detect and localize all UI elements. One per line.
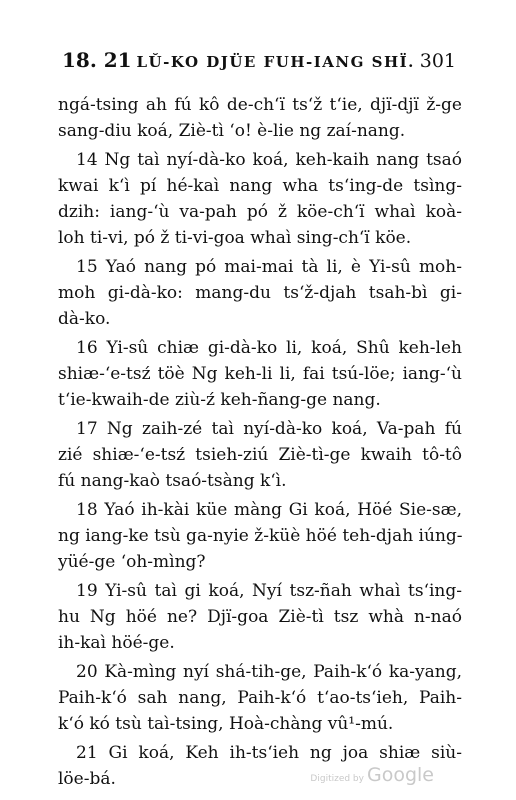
page-number: 301	[419, 50, 456, 72]
verse-paragraph	[58, 335, 462, 413]
text-line: kwai k‘ì pí hé-kaì nang wha ts‘ing-de tsìng-	[58, 176, 462, 196]
text-line: dà-ko.	[58, 309, 111, 329]
verse-first-line: 19 Yi-sû taì gi koá, Nyí tsz-ñah whaì ts‘ing-	[76, 581, 462, 601]
continuation-paragraph	[58, 92, 462, 144]
text-line: fú nang-kaò tsaó-tsàng k‘ì.	[58, 471, 287, 491]
text-line: hu Ng höé ne? Djï-goa Ziè-tì tsz whà n-naó	[58, 607, 462, 627]
text-line: moh gi-dà-ko: mang-du ts‘ž-djah tsah-bì gi-	[58, 283, 462, 303]
google-logo: Google	[366, 764, 434, 786]
verse-paragraph	[58, 497, 462, 575]
text-line: yüé-ge ‘oh-mìng?	[58, 552, 206, 572]
text-line: löe-bá.	[58, 769, 116, 789]
verse-paragraph	[58, 254, 462, 332]
verse-first-line: 17 Ng zaih-zé taì nyí-dà-ko koá, Va-pah fú	[76, 419, 462, 439]
text-line: dzih: iang-‘ù va-pah pó ž köe-ch‘ï whaì koà-	[58, 202, 462, 222]
running-header	[62, 48, 456, 74]
verse-first-line: 15 Yaó nang pó mai-mai tà li, è Yi-sû moh-	[76, 257, 462, 277]
text-line: ng iang-ke tsù ga-nyie ž-küè höé teh-djah iúng-	[58, 526, 463, 546]
digitized-by-google-watermark	[310, 764, 434, 786]
text-line: loh ti-vi, pó ž ti-vi-goa whaì sing-ch‘ï köe.	[58, 228, 412, 248]
verse-first-line: 18 Yaó ih-kài küe màng Gi koá, Höé Sie-sæ,	[76, 500, 462, 520]
verse-paragraph	[58, 416, 462, 494]
page-body-text	[58, 92, 462, 795]
verse-paragraph	[58, 147, 462, 251]
text-line: k‘ó kó tsù taì-tsing, Hoà-chàng vû¹-mú.	[58, 714, 394, 734]
chapter-verse-reference: 18. 21	[62, 48, 132, 72]
running-title: LŬ-KO DJÜE FUH-IANG SHÏ.	[136, 53, 415, 71]
text-line: Paih-k‘ó sah nang, Paih-k‘ó t‘ao-ts‘ieh, Paih-	[58, 688, 462, 708]
text-line: ngá-tsing ah fú kô de-ch‘ï ts‘ž t‘ie, djï-djï ž-ge	[58, 95, 462, 115]
verse-first-line: 14 Ng taì nyí-dà-ko koá, keh-kaih nang tsaó	[76, 150, 462, 170]
text-line: zié shiæ-‘e-tsź tsieh-ziú Ziè-tì-ge kwaih tô-tô	[58, 445, 462, 465]
text-line: t‘ie-kwaih-de ziù-ź keh-ñang-ge nang.	[58, 390, 381, 410]
verse-paragraph	[58, 659, 462, 737]
watermark-prefix: Digitized by	[310, 774, 364, 784]
verse-paragraph	[58, 578, 462, 656]
text-line: ih-kaì höé-ge.	[58, 633, 175, 653]
verse-first-line: 20 Kà-mìng nyí shá-tih-ge, Paih-k‘ó ka-yang,	[76, 662, 462, 682]
verse-first-line: 21 Gi koá, Keh ih-ts‘ieh ng joa shiæ siù-	[76, 743, 462, 763]
verse-first-line: 16 Yi-sû chiæ gi-dà-ko li, koá, Shû keh-leh	[76, 338, 462, 358]
text-line: shiæ-‘e-tsź töè Ng keh-li li, fai tsú-löe; iang-‘ù	[58, 364, 462, 384]
text-line: sang-diu koá, Ziè-tì ‘o! è-lie ng zaí-nang.	[58, 121, 406, 141]
